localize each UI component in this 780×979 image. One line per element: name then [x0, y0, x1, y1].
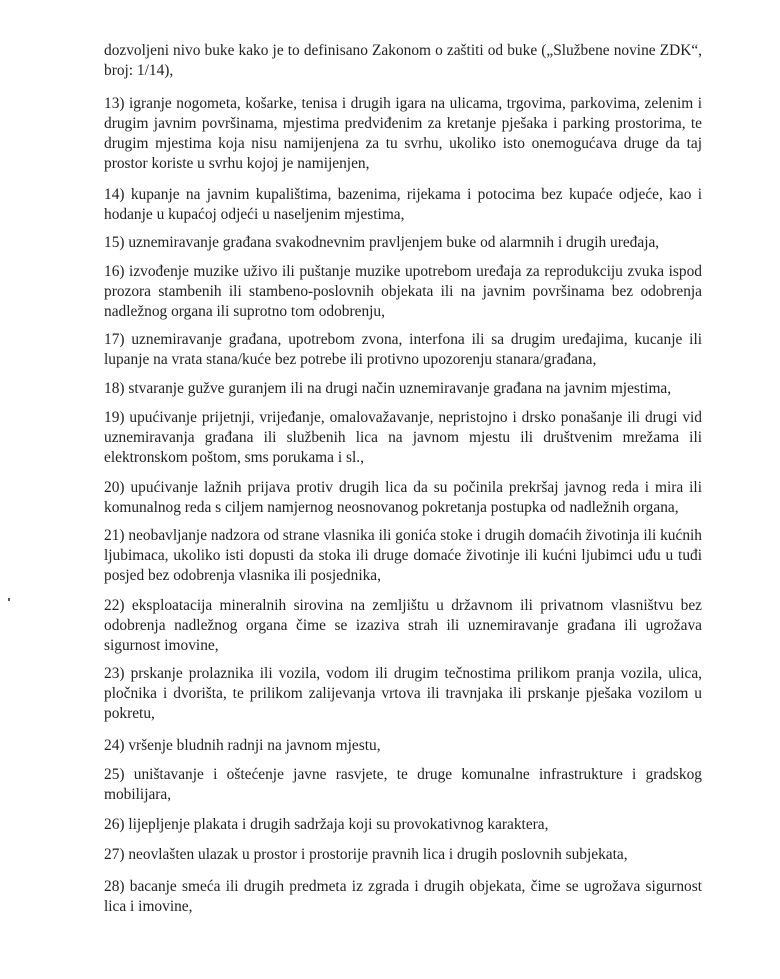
paragraph-item-28: 28) bacanje smeća ili drugih predmeta iz zgrada i drugih objekata, čime se ugrožava sigurnost lica i imovine, [104, 878, 702, 915]
paragraph-item-23: 23) prskanje prolaznika ili vozila, vodom ili drugim tečnostima prilikom pranja vozila, ulica, pločnika i dvorišta, te prilikom zalijevanja vrtova ili travnjaka ili prskanje pješaka vozilom u pokretu, [104, 665, 702, 722]
paragraph-continuation: dozvoljeni nivo buke kako je to definisano Zakonom o zaštiti od buke („Službene novine ZDK“, broj: 1/14), [104, 42, 702, 79]
paragraph-item-24: 24) vršenje bludnih radnji na javnom mjestu, [104, 737, 381, 754]
scan-speck [8, 598, 10, 601]
paragraph-item-14: 14) kupanje na javnim kupalištima, bazenima, rijekama i potocima bez kupaće odjeće, kao i hodanje u kupaćoj odjeći u naseljenim mjestima, [104, 186, 702, 223]
paragraph-item-20: 20) upućivanje lažnih prijava protiv drugih lica da su počinila prekršaj javnog reda i mira ili komunalnog reda s ciljem namjernog neosnovanog pokretanja postupka od nadležnih organa, [104, 479, 702, 516]
paragraph-item-16: 16) izvođenje muzike uživo ili puštanje muzike upotrebom uređaja za reprodukciju zvuka ispod prozora stambenih ili stambeno-poslovnih objekata ili na javnim površinama bez odobrenja nadležnog organa ili suprotno tom odobrenju, [104, 263, 702, 320]
paragraph-item-15: 15) uznemiravanje građana svakodnevnim pravljenjem buke od alarmnih i drugih uređaja, [104, 234, 660, 251]
paragraph-item-21: 21) neobavljanje nadzora od strane vlasnika ili gonića stoke i drugih domaćih životinja ili kućnih ljubimaca, ukoliko isti dopusti da stoka ili druge domaće životinje ili kućni ljubimci uđu u tuđi posjed bez odobrenja vlasnika ili posjednika, [104, 527, 702, 584]
paragraph-item-19: 19) upućivanje prijetnji, vrijeđanje, omalovažavanje, nepristojno i drsko ponašanje ili drugi vid uznemiravanja građana ili službenih lica na javnom mjestu ili društvenim mrežama ili elektronskom poštom, sms porukama i sl., [104, 409, 702, 466]
paragraph-item-17: 17) uznemiravanje građana, upotrebom zvona, interfona ili sa drugim uređajima, kucanje ili lupanje na vrata stana/kuće bez potrebe ili protivno upozorenju stanara/građana, [104, 331, 702, 368]
paragraph-item-18: 18) stvaranje gužve guranjem ili na drugi način uznemiravanje građana na javnim mjestima, [104, 380, 672, 397]
paragraph-item-22: 22) eksploatacija mineralnih sirovina na zemljištu u državnom ili privatnom vlasništvu bez odobrenja nadležnog organa čime se izaziva strah ili uznemiravanje građana ili ugrožava sigurnost imovine, [104, 597, 702, 654]
paragraph-item-26: 26) lijepljenje plakata i drugih sadržaja koji su provokativnog karaktera, [104, 816, 549, 833]
paragraph-item-27: 27) neovlašten ulazak u prostor i prostorije pravnih lica i drugih poslovnih subjekata, [104, 846, 628, 863]
paragraph-item-25: 25) uništavanje i oštećenje javne rasvjete, te druge komunalne infrastrukture i gradskog mobilijara, [104, 766, 702, 803]
paragraph-item-13: 13) igranje nogometa, košarke, tenisa i drugih igara na ulicama, trgovima, parkovima, zelenim i drugim javnim površinama, mjestima predviđenim za kretanje pješaka i parking prostorima, te drugim mjestima koja nisu namijenjena za tu svrhu, ukoliko isto onemogućava druge da taj prostor koriste u svrhu kojoj je namijenjen, [104, 95, 702, 172]
